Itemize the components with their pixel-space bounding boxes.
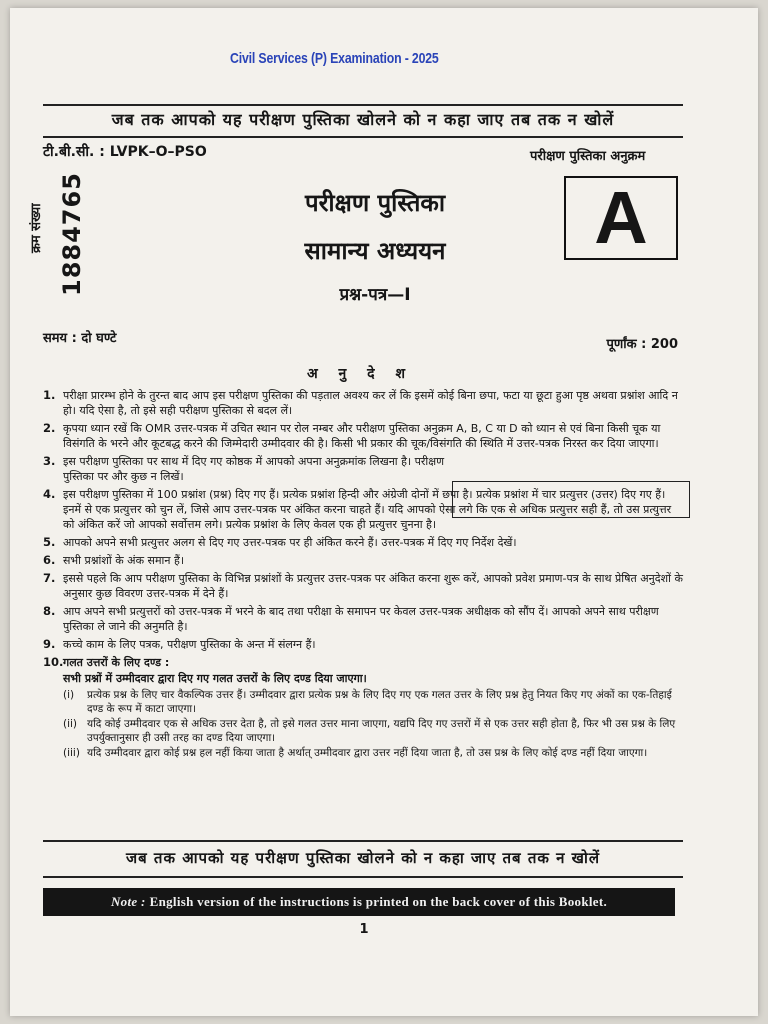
instructions-list [43, 388, 683, 762]
page-number: 1 [359, 922, 369, 937]
booklet-title: परीक्षण पुस्तिका [304, 189, 446, 217]
top-banner: जब तक आपको यह परीक्षण पुस्तिका खोलने को न कहा जाए तब तक न खोलें [111, 110, 615, 129]
bottom-banner-top-rule [43, 840, 683, 842]
instruction-item: 8. आप अपने सभी प्रत्युत्तरों को उत्तर-पत्रक में भरने के बाद तथा परीक्षा के समापन पर केवल उत्तर-पत्रक अधीक्षक को सौंप दें। आपको अपने साथ परीक्षण पुस्तिका ले जाने की अनुमति है। [43, 604, 659, 633]
top-rule [43, 104, 683, 106]
booklet-cover-page [10, 8, 758, 1016]
penalty-item: (ii) यदि कोई उम्मीदवार एक से अधिक उत्तर देता है, तो इसे गलत उत्तर माना जाएगा, यद्यपि दिए गए उत्तरों में से एक उत्तर सही होता है, फिर भी उस प्रश्न के लिए उपर्युक्तानुसार ही उसी तरह का दण्ड दिया जाएगा। [63, 718, 676, 744]
penalty-items [63, 688, 683, 761]
note-text: English version of the instructions is printed on the back cover of this Booklet. [149, 894, 608, 909]
penalty-section: 10. गलत उत्तरों के लिए दण्ड : [43, 655, 683, 670]
instruction-item: 3. इस परीक्षण पुस्तिका पर साथ में दिए गए कोष्ठक में आपको अपना अनुक्रमांक लिखना है। परीक्षण पुस्तिका पर और कुछ न लिखें। [43, 454, 445, 483]
tbc-code: टी.बी.सी. : LVPK–O–PSO [43, 144, 207, 160]
penalty-item: (iii) यदि उम्मीदवार द्वारा कोई प्रश्न हल नहीं किया जाता है अर्थात् उम्मीदवार द्वारा उत्तर नहीं दिया जाता है, तो उस प्रश्न के लिए कोई दण्ड नहीं दिया जाएगा। [63, 747, 648, 759]
instruction-item: 7. इससे पहले कि आप परीक्षण पुस्तिका के विभिन्न प्रश्नांशों के प्रत्युत्तर उत्तर-पत्रक पर अंकित करना शुरू करें, आपको प्रवेश प्रमाण-पत्र के साथ प्रेषित अनुदेशों के अनुसार कुछ विवरण उत्तर-पत्रक में देने हैं। [43, 571, 683, 600]
booklet-series-box [564, 176, 678, 260]
penalty-item: (i) प्रत्येक प्रश्न के लिए चार वैकल्पिक उत्तर हैं। उम्मीदवार द्वारा प्रत्येक प्रश्न के लिए दिए गए एक गलत उत्तर के लिए प्रश्न हेतु नियत किए गए अंकों का एक-तिहाई दण्ड के रूप में काटा जाएगा। [63, 689, 672, 715]
english-version-note [43, 888, 675, 916]
top-banner-rule [43, 136, 683, 138]
note-prefix: Note : [110, 894, 146, 909]
exam-header: Civil Services (P) Examination - 2025 [230, 50, 439, 67]
instruction-item: 5. आपको अपने सभी प्रत्युत्तर अलग से दिए गए उत्तर-पत्रक पर ही अंकित करने हैं। उत्तर-पत्रक में दिए गए निर्देश देखें। [43, 535, 517, 549]
max-marks: पूर्णांक : 200 [606, 337, 678, 352]
serial-number-label: क्रम संख्या [29, 203, 44, 253]
penalty-heading: गलत उत्तरों के लिए दण्ड : [63, 656, 170, 669]
instruction-item: 9. कच्चे काम के लिए पत्रक, परीक्षण पुस्तिका के अन्त में संलग्न हैं। [43, 637, 316, 651]
instruction-item: 4. इस परीक्षण पुस्तिका में 100 प्रश्नांश (प्रश्न) दिए गए हैं। प्रत्येक प्रश्नांश हिन्दी और अंग्रेजी दोनों में छपा है। प्रत्येक प्रश्नांश में चार प्रत्युत्तर (उत्तर) दिए गए हैं। इनमें से एक प्रत्युत्तर को चुन लें, जिसे आप उत्तर-पत्रक पर अंकित करना चाहते हैं। यदि आपको ऐसा लगे कि एक से अधिक प्रत्युत्तर सही हैं, तो उस प्रत्युत्तर को अंकित करें जो आपको सर्वोत्तम लगे। प्रत्येक प्रश्नांश के लिए केवल एक ही प्रत्युत्तर चुनना है। [43, 487, 672, 531]
instruction-item: 6. सभी प्रश्नांशों के अंक समान हैं। [43, 553, 184, 567]
bottom-banner-rule [43, 876, 683, 878]
penalty-lead: सभी प्रश्नों में उम्मीदवार द्वारा दिए गए गलत उत्तरों के लिए दण्ड दिया जाएगा। [63, 672, 367, 685]
booklet-series-letter: A [594, 176, 648, 259]
bottom-banner: जब तक आपको यह परीक्षण पुस्तिका खोलने को न कहा जाए तब तक न खोलें [125, 849, 601, 867]
exam-duration: समय : दो घण्टे [43, 331, 117, 346]
subject-title: सामान्य अध्ययन [304, 237, 446, 265]
paper-title: प्रश्न-पत्र—I [339, 285, 411, 305]
serial-number: 1884765 [58, 172, 86, 296]
instruction-item: 1. परीक्षा प्रारम्भ होने के तुरन्त बाद आप इस परीक्षण पुस्तिका की पड़ताल अवश्य कर लें कि इसमें कोई बिना छपा, फटा या छूटा हुआ पृष्ठ अथवा प्रश्नांश आदि न हो। यदि ऐसा है, तो इसे सही परीक्षण पुस्तिका से बदल लें। [43, 388, 678, 417]
booklet-series-label: परीक्षण पुस्तिका अनुक्रम [530, 149, 646, 164]
instruction-item: 2. कृपया ध्यान रखें कि OMR उत्तर-पत्रक में उचित स्थान पर रोल नम्बर और परीक्षण पुस्तिका अनुक्रम A, B, C या D को ध्यान से एवं बिना किसी चूक या विसंगति के भरने और कूटबद्ध करने की जिम्मेदारी उम्मीदवार की है। किसी भी प्रकार की चूक/विसंगति की स्थिति में उत्तर-पत्रक निरस्त कर दिया जाएगा। [43, 421, 661, 450]
instructions-heading: अ नु दे श [306, 366, 414, 382]
